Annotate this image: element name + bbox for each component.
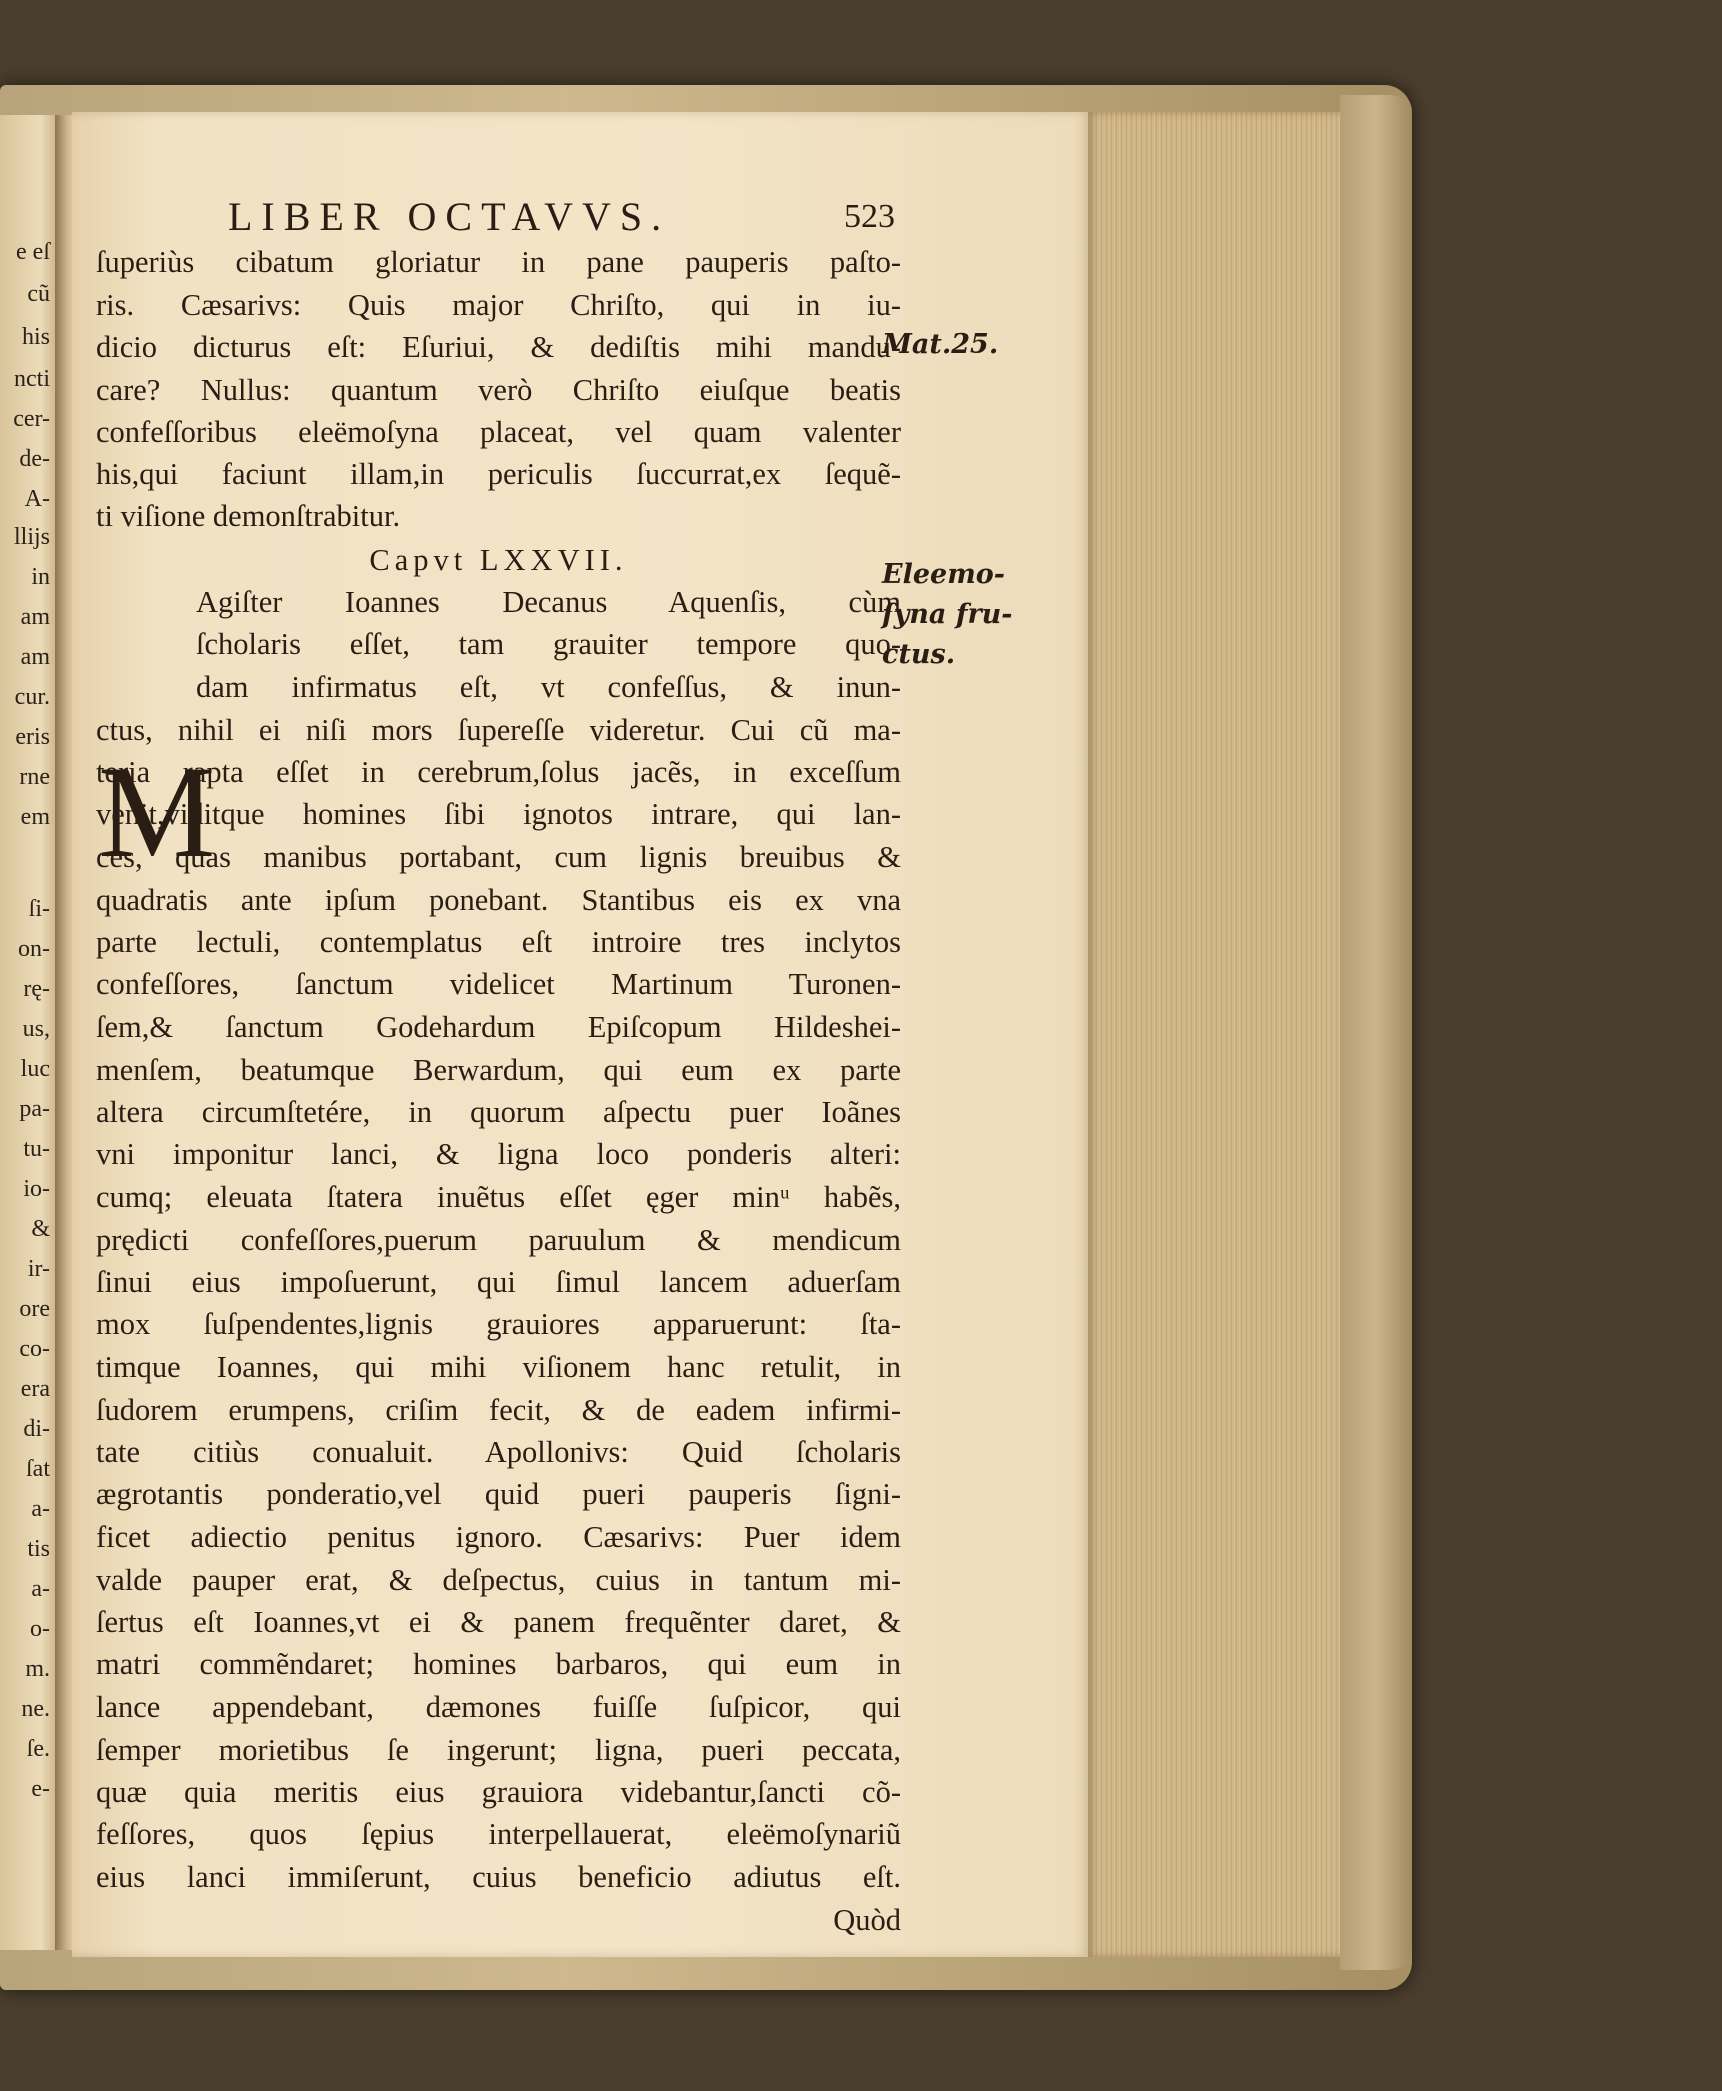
left-page-text-fragment: a-	[31, 1496, 50, 1522]
cover-edge	[1340, 95, 1412, 1970]
text-line: ægrotantis ponderatio,vel quid pueri pauperis ſigni-	[96, 1477, 901, 1511]
left-page-text-fragment: e-	[31, 1776, 50, 1802]
text-line: altera circumſtetére, in quorum aſpectu puer Ioãnes	[96, 1095, 901, 1129]
text-line: his,qui faciunt illam,in periculis ſuccurrat,ex ſequẽ-	[96, 457, 901, 491]
text-line: cumq; eleuata ſtatera inuẽtus eſſet ęger minᵘ habẽs,	[96, 1180, 901, 1214]
text-line: feſſores, quos ſępius interpellauerat, eleëmoſynariũ	[96, 1817, 901, 1851]
text-line: vni imponitur lanci, & ligna loco ponderis alteri:	[96, 1137, 901, 1171]
left-page-text-fragment: ſi-	[28, 896, 50, 922]
text-line: quæ quia meritis eius grauiora videbantur,ſancti cõ-	[96, 1775, 901, 1809]
left-page-text-fragment: ore	[19, 1296, 50, 1322]
left-page-text-fragment: eris	[15, 724, 50, 750]
left-page-text-fragment: us,	[22, 1016, 50, 1042]
left-page-text-fragment: his	[21, 324, 50, 350]
text-line: ſemper morietibus ſe ingerunt; ligna, pueri peccata,	[96, 1733, 901, 1767]
page-edges	[1088, 112, 1350, 1957]
text-line: Agiſter Ioannes Decanus Aquenſis, cùm	[196, 585, 901, 619]
left-page-text-fragment: ſe.	[26, 1736, 50, 1762]
text-line: ces, quas manibus portabant, cum lignis breuibus &	[96, 840, 901, 874]
text-line: parte lectuli, contemplatus eſt introire tres inclytos	[96, 925, 901, 959]
left-page-edge	[0, 115, 58, 1950]
left-page-text-fragment: em	[20, 804, 50, 830]
drop-initial: M	[98, 738, 216, 885]
left-page-text-fragment: cur.	[14, 684, 50, 710]
marginal-note-3: ctus.	[882, 639, 956, 670]
text-line: ficet adiectio penitus ignoro. Cæsarivs: Puer idem	[96, 1520, 901, 1554]
left-page-text-fragment: am	[20, 604, 50, 630]
text-line: ris. Cæsarivs: Quis major Chriſto, qui in iu-	[96, 288, 901, 322]
left-page-text-fragment: tis	[27, 1536, 50, 1562]
text-line: teria rapta eſſet in cerebrum,ſolus jacẽs, in exceſſum	[96, 755, 901, 789]
text-line: lance appendebant, dæmones fuiſſe ſuſpicor, qui	[96, 1690, 901, 1724]
text-line: prędicti confeſſores,puerum paruulum & mendicum	[96, 1223, 901, 1257]
text-line: ſem,& ſanctum Godehardum Epiſcopum Hildeshei-	[96, 1010, 901, 1044]
left-page-text-fragment: io-	[23, 1176, 50, 1202]
left-page-text-fragment: ir-	[27, 1256, 50, 1282]
text-line: care? Nullus: quantum verò Chriſto eiuſque beatis	[96, 373, 901, 407]
left-page-text-fragment: llijs	[13, 524, 50, 550]
left-page-text-fragment: cer-	[13, 406, 50, 432]
text-line: ſinui eius impoſuerunt, qui ſimul lancem aduerſam	[96, 1265, 901, 1299]
left-page-text-fragment: co-	[19, 1336, 50, 1362]
left-page-text-fragment: pa-	[19, 1096, 50, 1122]
text-line: ſcholaris eſſet, tam grauiter tempore quo-	[196, 627, 901, 661]
left-page-text-fragment: on-	[18, 936, 50, 962]
text-line: confeſſores, ſanctum videlicet Martinum Turonen-	[96, 967, 901, 1001]
text-line: menſem, beatumque Berwardum, qui eum ex parte	[96, 1053, 901, 1087]
left-page-text-fragment: ſat	[26, 1456, 50, 1482]
left-page-text-fragment: rę-	[23, 976, 50, 1002]
text-line: confeſſoribus eleëmoſyna placeat, vel quam valenter	[96, 415, 901, 449]
text-line: tate citiùs conualuit. Apollonivs: Quid ſcholaris	[96, 1435, 901, 1469]
running-header	[96, 192, 901, 242]
text-line: dam infirmatus eſt, vt confeſſus, & inun-	[196, 670, 901, 704]
left-page-text-fragment: rne	[19, 764, 50, 790]
left-page-text-fragment: luc	[20, 1056, 50, 1082]
text-line: valde pauper erat, & deſpectus, cuius in tantum mi-	[96, 1563, 901, 1597]
text-line: timque Ioannes, qui mihi viſionem hanc retulit, in	[96, 1350, 901, 1384]
marginal-note-1: Eleemo-	[882, 559, 1005, 590]
text-line: ſudorem erumpens, criſim fecit, & de eadem infirmi-	[96, 1393, 901, 1427]
left-page-text-fragment: tu-	[23, 1136, 50, 1162]
left-page-text-fragment: e eſ	[16, 239, 50, 265]
left-page-text-fragment: am	[20, 644, 50, 670]
running-title: LIBER OCTAVVS.	[228, 194, 671, 239]
left-page-text-fragment: a-	[31, 1576, 50, 1602]
left-page-text-fragment: di-	[23, 1416, 50, 1442]
text-line: dicio dicturus eſt: Eſuriui, & dediſtis mihi mandu-	[96, 330, 901, 364]
text-line: ſuperiùs cibatum gloriatur in pane pauperis paſto-	[96, 245, 901, 279]
text-line: ctus, nihil ei niſi mors ſupereſſe videretur. Cui cũ ma-	[96, 713, 901, 747]
left-page-text-fragment: cũ	[27, 281, 50, 307]
chapter-heading: Capvt LXXVII.	[369, 543, 628, 577]
left-page-text-fragment: A-	[24, 486, 50, 512]
text-line: venit,viditque homines ſibi ignotos intrare, qui lan-	[96, 797, 901, 831]
left-page-text-fragment: de-	[19, 446, 50, 472]
marginal-note-scripture: Mat.25.	[882, 329, 999, 360]
text-line: quadratis ante ipſum ponebant. Stantibus eis ex vna	[96, 883, 901, 917]
left-page-text-fragment: ncti	[14, 366, 50, 392]
left-page-text-fragment: &	[31, 1216, 50, 1242]
text-line: matri commẽndaret; homines barbaros, qui eum in	[96, 1647, 901, 1681]
text-line: eius lanci immiſerunt, cuius beneficio adiutus eſt.	[96, 1860, 901, 1894]
left-page-text-fragment: m.	[25, 1656, 50, 1682]
text-line: mox ſuſpendentes,lignis grauiores apparuerunt: ſta-	[96, 1307, 901, 1341]
left-page-text-fragment: o-	[30, 1616, 50, 1642]
left-page-text-fragment: in	[31, 564, 50, 590]
marginal-note-2: ſyna fru-	[882, 599, 1013, 630]
left-page-text-fragment: era	[20, 1376, 50, 1402]
text-line: ſertus eſt Ioannes,vt ei & panem frequẽnter daret, &	[96, 1605, 901, 1639]
page-number: 523	[844, 198, 895, 235]
catchword: Quòd	[833, 1903, 901, 1937]
left-page-text-fragment: ne.	[21, 1696, 50, 1722]
text-line: ti viſione demonſtrabitur.	[96, 499, 401, 533]
